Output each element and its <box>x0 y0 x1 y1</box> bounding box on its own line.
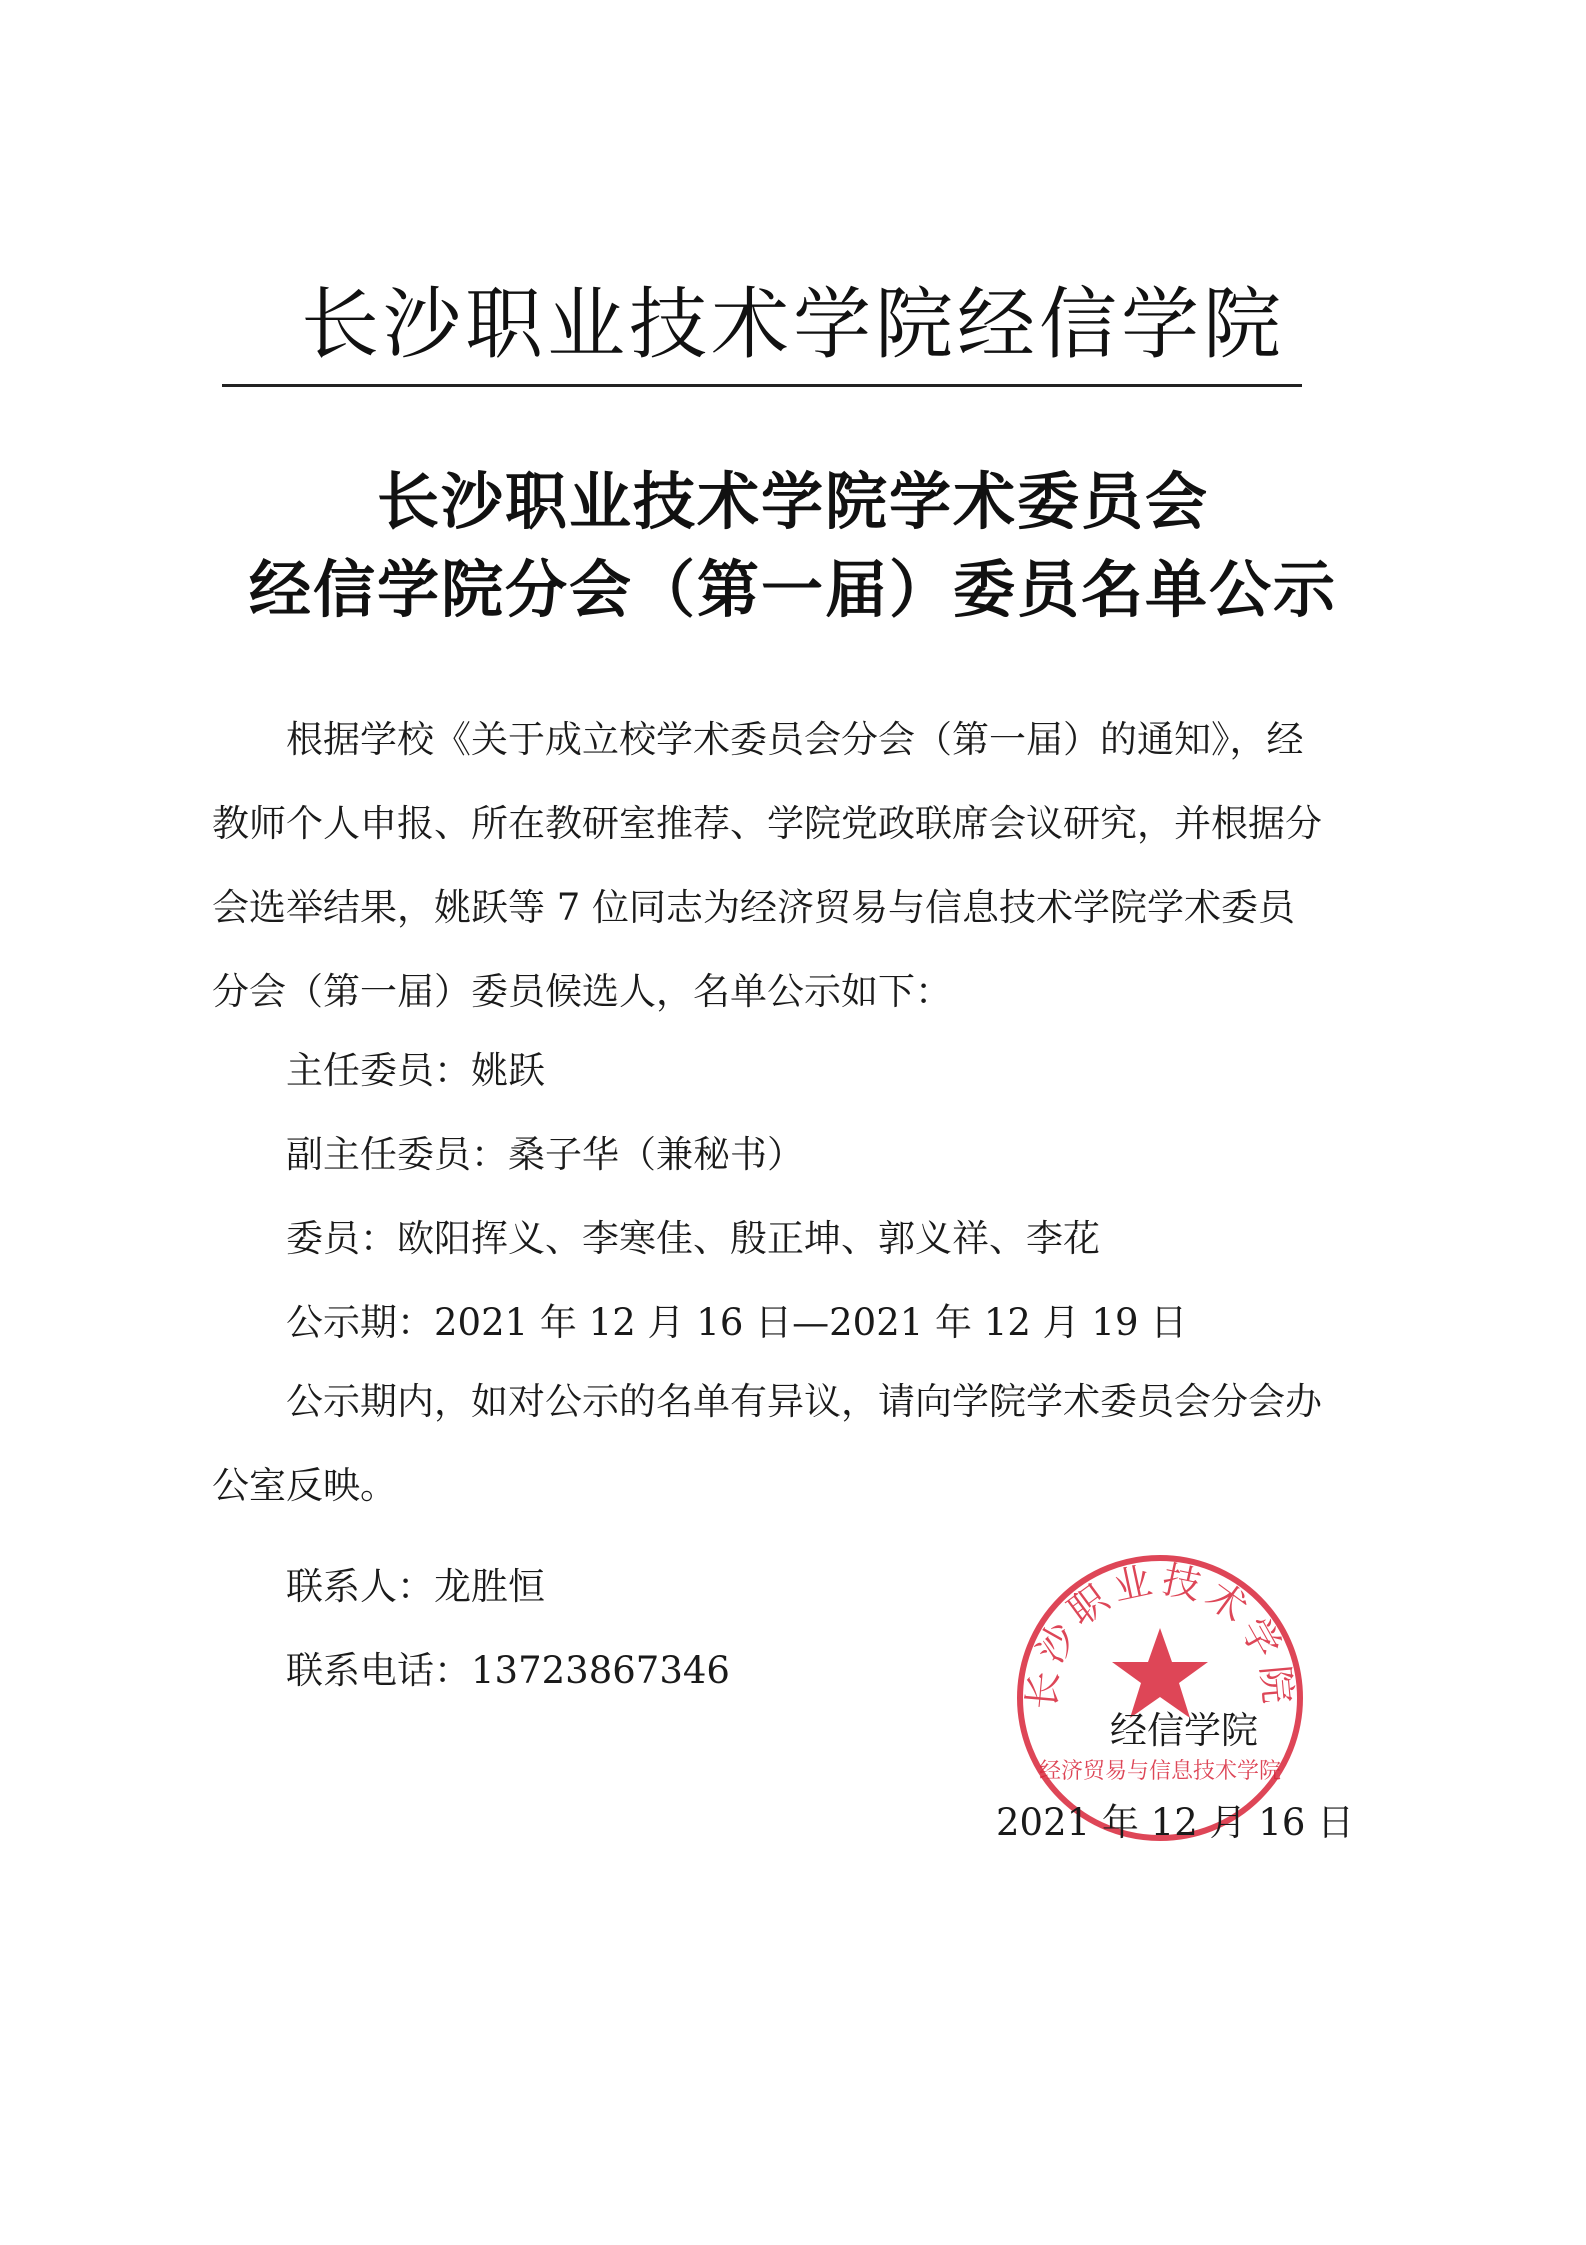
intro-paragraph: 根据学校《关于成立校学术委员会分会（第一届）的通知》，经教师个人申报、所在教研室推荐、学院党政联席会议研究，并根据分会选举结果，姚跃等 7 位同志为经济贸易与信息技术学院学术委员分会（第一届）委员候选人，名单公示如下： <box>212 718 1322 1013</box>
signature-org: 经信学院 <box>1110 1709 1258 1752</box>
letterhead-rule <box>222 384 1302 387</box>
deputy-director-line: 副主任委员：桑子华（兼秘书） <box>286 1133 804 1176</box>
contact-person-line: 联系人：龙胜恒 <box>286 1565 545 1608</box>
period-line: 公示期：2021 年 12 月 16 日—2021 年 12 月 19 日 <box>286 1301 1188 1344</box>
members-line: 委员：欧阳挥义、李寒佳、殷正坤、郭义祥、李花 <box>286 1217 1100 1260</box>
director-line: 主任委员：姚跃 <box>286 1049 545 1092</box>
seal-inner-text: 经济贸易与信息技术学院 <box>1038 1759 1282 1784</box>
letterhead-title: 长沙职业技术学院经信学院 <box>300 280 1285 370</box>
contact-phone-line: 联系电话：13723867346 <box>286 1649 730 1692</box>
signature-date: 2021 年 12 月 16 日 <box>996 1801 1355 1844</box>
document-title-line1: 长沙职业技术学院学术委员会 <box>376 465 1209 538</box>
seal-outer-text: 长沙职业技术学院 <box>1019 1557 1301 1712</box>
objection-paragraph: 公示期内，如对公示的名单有异议，请向学院学术委员会分会办公室反映。 <box>212 1380 1322 1507</box>
document-title-line2: 经信学院分会（第一届）委员名单公示 <box>248 553 1337 626</box>
